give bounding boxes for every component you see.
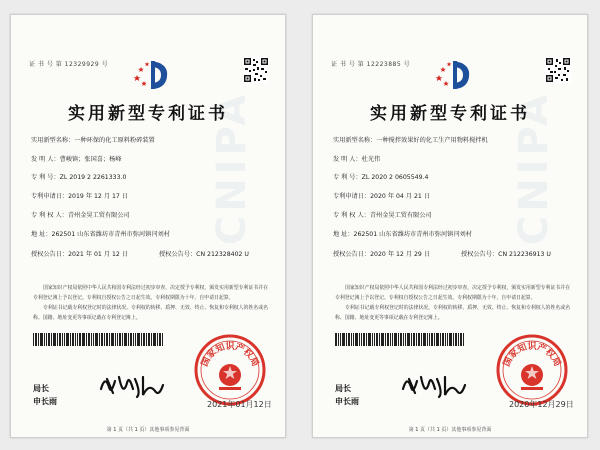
utility-model-name: 实用新型名称：一种环保的化工原料粉碎装置 [31,137,155,144]
certificate-body-text [33,283,269,323]
patent-certificate-right [312,14,588,438]
patentee-field: 专 利 权 人：青州金昊工贸有限公司 [31,212,130,219]
director-signature-icon [399,367,469,403]
page-footer: 第 1 页（共 1 页）其他事项参见背面 [106,427,190,433]
cnipa-emblem-icon [433,55,475,93]
cnipa-watermark: CNIPA [208,90,255,246]
body-paragraph: 国家知识产权局依照中华人民共和国专利法经过初步审查，决定授予专利权，颁发实用新型专利证书并在专利登记簿上予以登记。专利权自授权公告之日起生效。专利权期限为十年，自申请日起算。 [335,285,570,301]
director-title: 局长 [33,384,49,393]
official-seal-icon [495,333,569,407]
certificate-number: 证 书 号 第 12223885 号 [331,61,411,68]
filing-date-field: 专利申请日：2020 年 04 月 21 日 [333,193,431,200]
certificate-body-text [335,283,571,323]
filing-date-field: 专利申请日：2019 年 12 月 17 日 [31,193,129,200]
patent-number-field: 专 利 号：ZL 2020 2 0605549.4 [333,174,429,181]
page-footer: 第 1 页（共 1 页）其他事项参见背面 [408,427,492,433]
body-paragraph: 专利证书记载专利权登记时的法律状况。专利权的转移、质押、无效、终止、恢复和专利权人的姓名或名称、国籍、地址变更等事项记载在专利登记簿上。 [335,305,570,321]
qr-code-icon [545,57,571,83]
director-name: 申长雨 [33,397,57,406]
director-signature-icon [97,367,167,403]
qr-code-icon [243,57,269,83]
seal-date: 2021年01月12日 [207,400,272,409]
grant-date-field: 授权公告日：2020 年 12 月 29 日 [333,251,431,258]
address-field: 地 址：262501 山东省潍坊市青州市弥河镇闫刘村 [333,231,472,238]
barcode-icon [33,333,163,346]
patent-certificate-left [10,14,286,438]
grant-number-field: 授权公告号：CN 212236913 U [461,251,551,258]
seal-text: 国家知识产权局 [501,342,563,369]
director-name: 申长雨 [335,397,359,406]
inventor-field: 发 明 人：曹峻镇；张国喜；杨峰 [31,156,122,163]
director-title: 局长 [335,384,351,393]
seal-date: 2020年12月29日 [509,400,574,409]
body-paragraph: 专利证书记载专利权登记时的法律状况。专利权的转移、质押、无效、终止、恢复和专利权人的姓名或名称、国籍、地址变更等事项记载在专利登记簿上。 [33,305,268,321]
barcode-icon [335,333,465,346]
seal-text: 国家知识产权局 [199,342,261,369]
cnipa-watermark: CNIPA [510,90,557,246]
certificate-number: 证 书 号 第 12329929 号 [29,61,109,68]
address-field: 地 址：262501 山东省潍坊市青州市弥河镇闫刘村 [31,231,170,238]
patentee-field: 专 利 权 人：青州金昊工贸有限公司 [333,212,432,219]
cnipa-emblem-icon [131,55,173,93]
official-seal-icon [193,333,267,407]
body-paragraph: 国家知识产权局依照中华人民共和国专利法经过初步审查，决定授予专利权，颁发实用新型专利证书并在专利登记簿上予以登记。专利权自授权公告之日起生效。专利权期限为十年，自申请日起算。 [33,285,268,301]
utility-model-name: 实用新型名称：一种搅拌效果好的化工生产用物料搅拌机 [333,137,488,144]
grant-date-field: 授权公告日：2021 年 01 月 12 日 [31,251,129,258]
grant-number-field: 授权公告号：CN 212328402 U [159,251,249,258]
document-title: 实用新型专利证书 [370,104,530,124]
document-title: 实用新型专利证书 [68,104,228,124]
inventor-field: 发 明 人：杜光伟 [333,156,381,163]
patent-number-field: 专 利 号：ZL 2019 2 2261333.0 [31,174,127,181]
